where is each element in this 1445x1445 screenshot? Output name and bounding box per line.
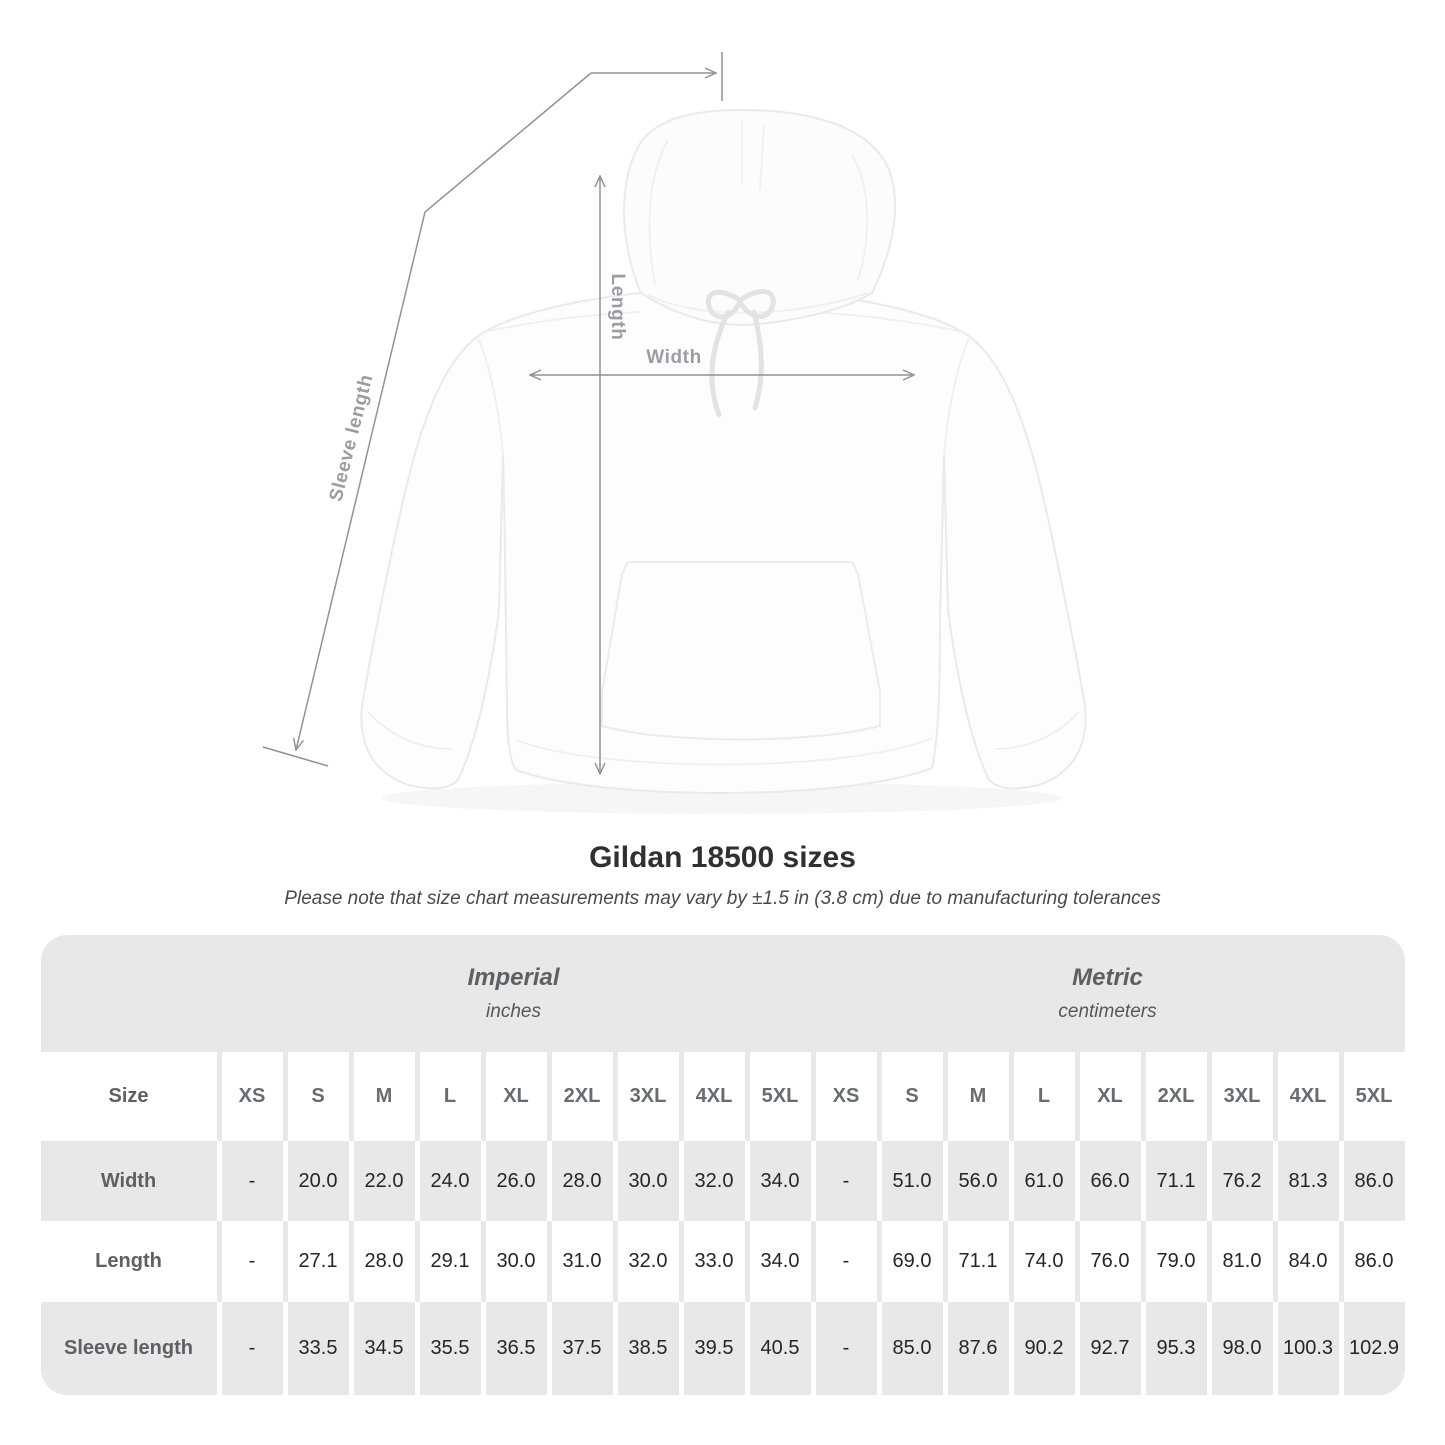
imperial-value-cell: 28.0	[349, 1221, 415, 1302]
metric-value-cell: 79.0	[1141, 1221, 1207, 1302]
imperial-unit-label: inches	[486, 1001, 541, 1022]
metric-value-cell: 61.0	[1009, 1141, 1075, 1221]
imperial-group-header	[217, 935, 811, 1052]
page-title: Gildan 18500 sizes	[589, 841, 856, 874]
metric-unit-label: centimeters	[1058, 1001, 1157, 1022]
imperial-value-cell: 32.0	[613, 1221, 679, 1302]
imperial-value-cell: -	[217, 1141, 283, 1221]
imperial-value-cell: 26.0	[481, 1141, 547, 1221]
imperial-value-cell: 35.5	[415, 1302, 481, 1395]
metric-size-header: 2XL	[1141, 1052, 1207, 1141]
metric-value-cell: 84.0	[1273, 1221, 1339, 1302]
imperial-value-cell: 27.1	[283, 1221, 349, 1302]
metric-value-cell: 90.2	[1009, 1302, 1075, 1395]
metric-value-cell: 71.1	[1141, 1141, 1207, 1221]
metric-value-cell: 81.3	[1273, 1141, 1339, 1221]
imperial-value-cell: 28.0	[547, 1141, 613, 1221]
metric-value-cell: 102.9	[1339, 1302, 1405, 1395]
metric-value-cell: 81.0	[1207, 1221, 1273, 1302]
imperial-value-cell: 36.5	[481, 1302, 547, 1395]
metric-size-header: XS	[811, 1052, 877, 1141]
tolerance-note: Please note that size chart measurements may vary by ±1.5 in (3.8 cm) due to manufacturing tolerances	[284, 888, 1161, 909]
sleeve-length-label: Sleeve length	[325, 372, 378, 504]
imperial-value-cell: 34.5	[349, 1302, 415, 1395]
metric-value-cell: 86.0	[1339, 1221, 1405, 1302]
metric-value-cell: 85.0	[877, 1302, 943, 1395]
kangaroo-pocket	[602, 562, 880, 740]
metric-value-cell: 86.0	[1339, 1141, 1405, 1221]
metric-size-header: L	[1009, 1052, 1075, 1141]
imperial-value-cell: 29.1	[415, 1221, 481, 1302]
imperial-size-header: L	[415, 1052, 481, 1141]
metric-value-cell: 92.7	[1075, 1302, 1141, 1395]
imperial-size-header: 5XL	[745, 1052, 811, 1141]
imperial-value-cell: 20.0	[283, 1141, 349, 1221]
imperial-value-cell: -	[217, 1221, 283, 1302]
metric-value-cell: 87.6	[943, 1302, 1009, 1395]
metric-value-cell: 71.1	[943, 1221, 1009, 1302]
metric-group-header	[811, 935, 1405, 1052]
imperial-value-cell: 40.5	[745, 1302, 811, 1395]
metric-value-cell: -	[811, 1141, 877, 1221]
metric-size-header: S	[877, 1052, 943, 1141]
imperial-value-cell: 30.0	[613, 1141, 679, 1221]
metric-size-header: 4XL	[1273, 1052, 1339, 1141]
metric-label: Metric	[1072, 964, 1143, 991]
table-corner-cell	[41, 935, 217, 1052]
imperial-label: Imperial	[467, 964, 560, 991]
imperial-size-header: XL	[481, 1052, 547, 1141]
imperial-value-cell: -	[217, 1302, 283, 1395]
imperial-value-cell: 34.0	[745, 1141, 811, 1221]
metric-value-cell: 76.2	[1207, 1141, 1273, 1221]
metric-value-cell: 76.0	[1075, 1221, 1141, 1302]
row-label: Sleeve length	[41, 1302, 217, 1395]
size-column-header: Size	[41, 1052, 217, 1141]
imperial-value-cell: 22.0	[349, 1141, 415, 1221]
metric-value-cell: 66.0	[1075, 1141, 1141, 1221]
imperial-value-cell: 30.0	[481, 1221, 547, 1302]
imperial-size-header: 3XL	[613, 1052, 679, 1141]
metric-value-cell: 51.0	[877, 1141, 943, 1221]
size-table	[41, 935, 1405, 1395]
imperial-size-header: 4XL	[679, 1052, 745, 1141]
metric-size-header: 3XL	[1207, 1052, 1273, 1141]
imperial-value-cell: 39.5	[679, 1302, 745, 1395]
imperial-value-cell: 33.5	[283, 1302, 349, 1395]
imperial-size-header: 2XL	[547, 1052, 613, 1141]
imperial-value-cell: 33.0	[679, 1221, 745, 1302]
width-label: Width	[646, 347, 702, 368]
imperial-size-header: S	[283, 1052, 349, 1141]
metric-value-cell: 98.0	[1207, 1302, 1273, 1395]
metric-value-cell: 95.3	[1141, 1302, 1207, 1395]
row-label: Width	[41, 1141, 217, 1221]
metric-value-cell: -	[811, 1302, 877, 1395]
metric-size-header: XL	[1075, 1052, 1141, 1141]
metric-value-cell: 74.0	[1009, 1221, 1075, 1302]
imperial-value-cell: 31.0	[547, 1221, 613, 1302]
metric-value-cell: -	[811, 1221, 877, 1302]
imperial-size-header: M	[349, 1052, 415, 1141]
metric-value-cell: 69.0	[877, 1221, 943, 1302]
metric-size-header: 5XL	[1339, 1052, 1405, 1141]
metric-value-cell: 100.3	[1273, 1302, 1339, 1395]
imperial-value-cell: 32.0	[679, 1141, 745, 1221]
imperial-size-header: XS	[217, 1052, 283, 1141]
imperial-value-cell: 38.5	[613, 1302, 679, 1395]
imperial-value-cell: 34.0	[745, 1221, 811, 1302]
imperial-value-cell: 37.5	[547, 1302, 613, 1395]
metric-value-cell: 56.0	[943, 1141, 1009, 1221]
length-label: Length	[606, 273, 628, 341]
row-label: Length	[41, 1221, 217, 1302]
imperial-value-cell: 24.0	[415, 1141, 481, 1221]
metric-size-header: M	[943, 1052, 1009, 1141]
